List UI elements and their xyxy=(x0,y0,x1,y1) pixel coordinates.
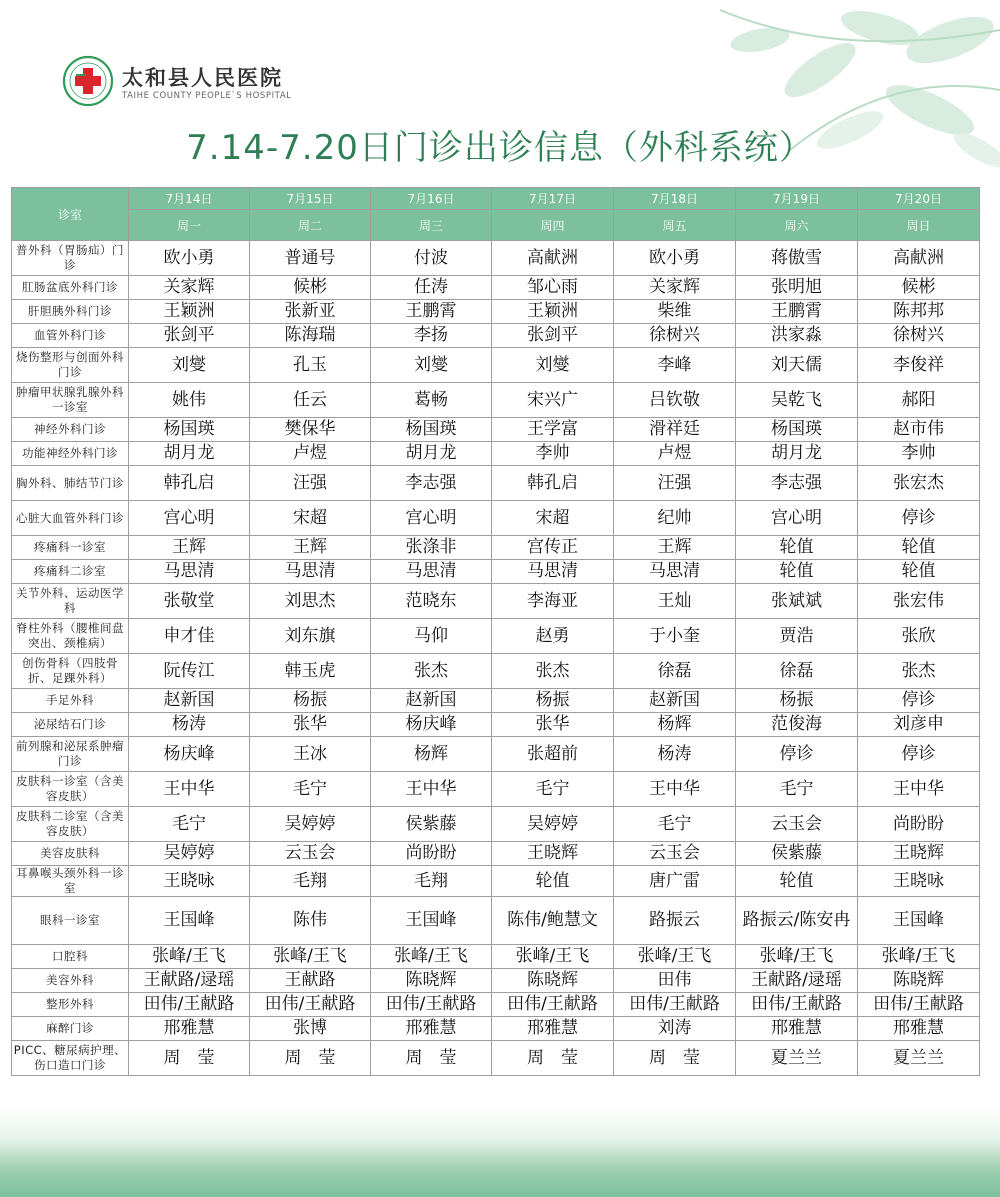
dept-cell: 前列腺和泌尿系肿瘤门诊 xyxy=(12,737,129,772)
doctor-cell: 侯紫藤 xyxy=(371,807,492,842)
table-row xyxy=(12,1041,980,1076)
dept-cell: 皮肤科一诊室（含美容皮肤） xyxy=(12,772,129,807)
doctor-cell: 王晓咏 xyxy=(129,866,250,897)
table-row xyxy=(12,897,980,945)
dept-cell: 眼科一诊室 xyxy=(12,897,129,945)
doctor-cell: 李海亚 xyxy=(492,584,614,619)
dept-cell: 肛肠盆底外科门诊 xyxy=(12,276,129,300)
table-row xyxy=(12,713,980,737)
date-header: 7月20日 xyxy=(858,188,980,210)
doctor-cell: 候彬 xyxy=(858,276,980,300)
table-row xyxy=(12,324,980,348)
doctor-cell: 杨振 xyxy=(250,689,371,713)
table-row xyxy=(12,945,980,969)
doctor-cell: 张杰 xyxy=(371,654,492,689)
doctor-cell: 李志强 xyxy=(371,466,492,501)
doctor-cell: 田伟/王献路 xyxy=(492,993,614,1017)
doctor-cell: 徐磊 xyxy=(736,654,858,689)
doctor-cell: 孔玉 xyxy=(250,348,371,383)
doctor-cell: 云玉会 xyxy=(736,807,858,842)
doctor-cell: 马思清 xyxy=(614,560,736,584)
doctor-cell: 李扬 xyxy=(371,324,492,348)
doctor-cell: 欧小勇 xyxy=(129,241,250,276)
doctor-cell: 马思清 xyxy=(492,560,614,584)
doctor-cell: 杨振 xyxy=(492,689,614,713)
doctor-cell: 吴婷婷 xyxy=(492,807,614,842)
doctor-cell: 邢雅慧 xyxy=(858,1017,980,1041)
doctor-cell: 刘彦申 xyxy=(858,713,980,737)
table-row xyxy=(12,689,980,713)
table-row xyxy=(12,969,980,993)
table-row xyxy=(12,501,980,536)
doctor-cell: 关家辉 xyxy=(129,276,250,300)
doctor-cell: 轮值 xyxy=(736,560,858,584)
page-title: 7.14-7.20日门诊出诊信息（外科系统） xyxy=(186,128,814,168)
doctor-cell: 汪强 xyxy=(614,466,736,501)
dept-cell: 普外科（胃肠疝）门诊 xyxy=(12,241,129,276)
doctor-cell: 王国峰 xyxy=(129,897,250,945)
table-row xyxy=(12,276,980,300)
table-row xyxy=(12,348,980,383)
doctor-cell: 刘燮 xyxy=(492,348,614,383)
dept-cell: 泌尿结石门诊 xyxy=(12,713,129,737)
doctor-cell: 田伟/王献路 xyxy=(614,993,736,1017)
doctor-cell: 吴乾飞 xyxy=(736,383,858,418)
doctor-cell: 杨国瑛 xyxy=(736,418,858,442)
doctor-cell: 宋兴广 xyxy=(492,383,614,418)
doctor-cell: 洪家淼 xyxy=(736,324,858,348)
doctor-cell: 杨国瑛 xyxy=(371,418,492,442)
dept-cell: 耳鼻喉头颈外科一诊室 xyxy=(12,866,129,897)
doctor-cell: 张新亚 xyxy=(250,300,371,324)
doctor-cell: 云玉会 xyxy=(614,842,736,866)
table-row xyxy=(12,241,980,276)
doctor-cell: 姚伟 xyxy=(129,383,250,418)
doctor-cell: 王国峰 xyxy=(371,897,492,945)
hospital-cross-logo-icon xyxy=(62,55,114,107)
doctor-cell: 张杰 xyxy=(858,654,980,689)
doctor-cell: 毛翔 xyxy=(371,866,492,897)
doctor-cell: 欧小勇 xyxy=(614,241,736,276)
weekday-header: 周三 xyxy=(371,210,492,241)
doctor-cell: 张宏伟 xyxy=(858,584,980,619)
doctor-cell: 陈海瑞 xyxy=(250,324,371,348)
doctor-cell: 胡月龙 xyxy=(736,442,858,466)
doctor-cell: 陈晓辉 xyxy=(371,969,492,993)
doctor-cell: 刘燮 xyxy=(371,348,492,383)
doctor-cell: 徐树兴 xyxy=(858,324,980,348)
date-header: 7月14日 xyxy=(129,188,250,210)
doctor-cell: 张剑平 xyxy=(492,324,614,348)
doctor-cell: 毛宁 xyxy=(614,807,736,842)
dept-header: 诊室 xyxy=(12,188,129,241)
doctor-cell: 王国峰 xyxy=(858,897,980,945)
doctor-cell: 陈伟 xyxy=(250,897,371,945)
bottom-decoration xyxy=(0,1108,1000,1197)
doctor-cell: 普通号 xyxy=(250,241,371,276)
doctor-cell: 刘涛 xyxy=(614,1017,736,1041)
doctor-cell: 陈晓辉 xyxy=(492,969,614,993)
doctor-cell: 夏兰兰 xyxy=(858,1041,980,1076)
doctor-cell: 王鹏霄 xyxy=(371,300,492,324)
doctor-cell: 云玉会 xyxy=(250,842,371,866)
dept-cell: 烧伤整形与创面外科门诊 xyxy=(12,348,129,383)
table-row xyxy=(12,842,980,866)
doctor-cell: 王鹏霄 xyxy=(736,300,858,324)
doctor-cell: 韩孔启 xyxy=(492,466,614,501)
doctor-cell: 宫心明 xyxy=(129,501,250,536)
doctor-cell: 葛畅 xyxy=(371,383,492,418)
doctor-cell: 杨辉 xyxy=(614,713,736,737)
dept-cell: 胸外科、肺结节门诊 xyxy=(12,466,129,501)
doctor-cell: 张峰/王飞 xyxy=(250,945,371,969)
doctor-cell: 任涛 xyxy=(371,276,492,300)
doctor-cell: 张峰/王飞 xyxy=(129,945,250,969)
doctor-cell: 宫心明 xyxy=(371,501,492,536)
doctor-cell: 胡月龙 xyxy=(129,442,250,466)
hospital-name: 太和县人民医院 xyxy=(122,65,283,90)
weekday-header: 周二 xyxy=(250,210,371,241)
doctor-cell: 张敬堂 xyxy=(129,584,250,619)
schedule-body xyxy=(12,241,980,1076)
doctor-cell: 田伟/王献路 xyxy=(250,993,371,1017)
doctor-cell: 宫心明 xyxy=(736,501,858,536)
doctor-cell: 吕钦敬 xyxy=(614,383,736,418)
schedule-table xyxy=(11,187,980,1076)
dept-cell: 肿瘤甲状腺乳腺外科一诊室 xyxy=(12,383,129,418)
doctor-cell: 张峰/王飞 xyxy=(371,945,492,969)
doctor-cell: 刘天儒 xyxy=(736,348,858,383)
doctor-cell: 杨辉 xyxy=(371,737,492,772)
doctor-cell: 纪帅 xyxy=(614,501,736,536)
doctor-cell: 周 莹 xyxy=(614,1041,736,1076)
table-row xyxy=(12,584,980,619)
doctor-cell: 唐广雷 xyxy=(614,866,736,897)
doctor-cell: 付波 xyxy=(371,241,492,276)
weekday-header: 周日 xyxy=(858,210,980,241)
doctor-cell: 范晓东 xyxy=(371,584,492,619)
doctor-cell: 郝阳 xyxy=(858,383,980,418)
date-header: 7月15日 xyxy=(250,188,371,210)
table-row xyxy=(12,866,980,897)
dept-cell: 手足外科 xyxy=(12,689,129,713)
doctor-cell: 张超前 xyxy=(492,737,614,772)
dept-cell: 口腔科 xyxy=(12,945,129,969)
doctor-cell: 王晓辉 xyxy=(492,842,614,866)
doctor-cell: 周 莹 xyxy=(371,1041,492,1076)
doctor-cell: 毛宁 xyxy=(250,772,371,807)
doctor-cell: 陈晓辉 xyxy=(858,969,980,993)
doctor-cell: 赵新国 xyxy=(371,689,492,713)
doctor-cell: 赵市伟 xyxy=(858,418,980,442)
dept-cell: 皮肤科二诊室（含美容皮肤） xyxy=(12,807,129,842)
dept-cell: 美容皮肤科 xyxy=(12,842,129,866)
doctor-cell: 周 莹 xyxy=(129,1041,250,1076)
doctor-cell: 杨振 xyxy=(736,689,858,713)
doctor-cell: 邢雅慧 xyxy=(371,1017,492,1041)
table-row xyxy=(12,536,980,560)
doctor-cell: 赵勇 xyxy=(492,619,614,654)
doctor-cell: 夏兰兰 xyxy=(736,1041,858,1076)
doctor-cell: 阮传江 xyxy=(129,654,250,689)
doctor-cell: 毛宁 xyxy=(736,772,858,807)
doctor-cell: 王颖洲 xyxy=(492,300,614,324)
weekday-header: 周四 xyxy=(492,210,614,241)
doctor-cell: 张华 xyxy=(250,713,371,737)
date-header: 7月17日 xyxy=(492,188,614,210)
doctor-cell: 田伟/王献路 xyxy=(736,993,858,1017)
doctor-cell: 李帅 xyxy=(858,442,980,466)
dept-cell: 美容外科 xyxy=(12,969,129,993)
doctor-cell: 高献洲 xyxy=(858,241,980,276)
table-row xyxy=(12,993,980,1017)
table-row xyxy=(12,418,980,442)
doctor-cell: 田伟/王献路 xyxy=(371,993,492,1017)
doctor-cell: 邹心雨 xyxy=(492,276,614,300)
doctor-cell: 赵新国 xyxy=(614,689,736,713)
weekday-header: 周六 xyxy=(736,210,858,241)
doctor-cell: 轮值 xyxy=(492,866,614,897)
doctor-cell: 陈伟/鲍慧文 xyxy=(492,897,614,945)
hospital-name-en: TAIHE COUNTY PEOPLE`S HOSPITAL xyxy=(122,91,292,101)
doctor-cell: 张明旭 xyxy=(736,276,858,300)
doctor-cell: 杨庆峰 xyxy=(371,713,492,737)
doctor-cell: 毛宁 xyxy=(129,807,250,842)
doctor-cell: 张宏杰 xyxy=(858,466,980,501)
doctor-cell: 刘思杰 xyxy=(250,584,371,619)
doctor-cell: 王献路/逯瑶 xyxy=(736,969,858,993)
doctor-cell: 杨庆峰 xyxy=(129,737,250,772)
doctor-cell: 马思清 xyxy=(129,560,250,584)
doctor-cell: 周 莹 xyxy=(250,1041,371,1076)
doctor-cell: 王献路 xyxy=(250,969,371,993)
doctor-cell: 田伟 xyxy=(614,969,736,993)
doctor-cell: 杨涛 xyxy=(129,713,250,737)
doctor-cell: 韩孔启 xyxy=(129,466,250,501)
doctor-cell: 韩玉虎 xyxy=(250,654,371,689)
doctor-cell: 王中华 xyxy=(614,772,736,807)
dept-cell: 功能神经外科门诊 xyxy=(12,442,129,466)
table-row xyxy=(12,807,980,842)
doctor-cell: 马思清 xyxy=(371,560,492,584)
doctor-cell: 马仰 xyxy=(371,619,492,654)
doctor-cell: 卢煜 xyxy=(614,442,736,466)
doctor-cell: 周 莹 xyxy=(492,1041,614,1076)
doctor-cell: 王中华 xyxy=(858,772,980,807)
table-row xyxy=(12,466,980,501)
doctor-cell: 田伟/王献路 xyxy=(129,993,250,1017)
dept-cell: 整形外科 xyxy=(12,993,129,1017)
doctor-cell: 轮值 xyxy=(858,536,980,560)
doctor-cell: 王献路/逯瑶 xyxy=(129,969,250,993)
doctor-cell: 卢煜 xyxy=(250,442,371,466)
dept-cell: 肝胆胰外科门诊 xyxy=(12,300,129,324)
doctor-cell: 尚盼盼 xyxy=(858,807,980,842)
doctor-cell: 樊保华 xyxy=(250,418,371,442)
doctor-cell: 田伟/王献路 xyxy=(858,993,980,1017)
doctor-cell: 停诊 xyxy=(858,501,980,536)
doctor-cell: 宫传正 xyxy=(492,536,614,560)
weekday-header: 周五 xyxy=(614,210,736,241)
dept-cell: 关节外科、运动医学科 xyxy=(12,584,129,619)
doctor-cell: 杨涛 xyxy=(614,737,736,772)
dept-cell: 神经外科门诊 xyxy=(12,418,129,442)
doctor-cell: 邢雅慧 xyxy=(492,1017,614,1041)
doctor-cell: 关家辉 xyxy=(614,276,736,300)
doctor-cell: 李峰 xyxy=(614,348,736,383)
doctor-cell: 汪强 xyxy=(250,466,371,501)
table-row xyxy=(12,654,980,689)
doctor-cell: 李志强 xyxy=(736,466,858,501)
doctor-cell: 候彬 xyxy=(250,276,371,300)
doctor-cell: 滑祥廷 xyxy=(614,418,736,442)
doctor-cell: 张华 xyxy=(492,713,614,737)
dept-cell: 疼痛科一诊室 xyxy=(12,536,129,560)
dept-cell: 血管外科门诊 xyxy=(12,324,129,348)
doctor-cell: 侯紫藤 xyxy=(736,842,858,866)
doctor-cell: 毛翔 xyxy=(250,866,371,897)
doctor-cell: 王学富 xyxy=(492,418,614,442)
doctor-cell: 任云 xyxy=(250,383,371,418)
doctor-cell: 毛宁 xyxy=(492,772,614,807)
doctor-cell: 徐树兴 xyxy=(614,324,736,348)
dept-cell: 疼痛科二诊室 xyxy=(12,560,129,584)
dept-cell: 心脏大血管外科门诊 xyxy=(12,501,129,536)
doctor-cell: 宋超 xyxy=(492,501,614,536)
doctor-cell: 马思清 xyxy=(250,560,371,584)
doctor-cell: 王晓辉 xyxy=(858,842,980,866)
doctor-cell: 王辉 xyxy=(129,536,250,560)
doctor-cell: 邢雅慧 xyxy=(129,1017,250,1041)
doctor-cell: 柴维 xyxy=(614,300,736,324)
table-row xyxy=(12,772,980,807)
doctor-cell: 邢雅慧 xyxy=(736,1017,858,1041)
doctor-cell: 刘东旗 xyxy=(250,619,371,654)
doctor-cell: 高献洲 xyxy=(492,241,614,276)
doctor-cell: 宋超 xyxy=(250,501,371,536)
doctor-cell: 胡月龙 xyxy=(371,442,492,466)
doctor-cell: 轮值 xyxy=(858,560,980,584)
date-header: 7月19日 xyxy=(736,188,858,210)
doctor-cell: 陈邦邦 xyxy=(858,300,980,324)
doctor-cell: 张斌斌 xyxy=(736,584,858,619)
weekday-header: 周一 xyxy=(129,210,250,241)
doctor-cell: 张峰/王飞 xyxy=(858,945,980,969)
doctor-cell: 王中华 xyxy=(371,772,492,807)
doctor-cell: 停诊 xyxy=(858,689,980,713)
dept-cell: 麻醉门诊 xyxy=(12,1017,129,1041)
doctor-cell: 赵新国 xyxy=(129,689,250,713)
doctor-cell: 刘燮 xyxy=(129,348,250,383)
table-row xyxy=(12,383,980,418)
doctor-cell: 张峰/王飞 xyxy=(736,945,858,969)
table-row xyxy=(12,1017,980,1041)
doctor-cell: 申才佳 xyxy=(129,619,250,654)
doctor-cell: 王中华 xyxy=(129,772,250,807)
doctor-cell: 贾浩 xyxy=(736,619,858,654)
table-row xyxy=(12,619,980,654)
doctor-cell: 轮值 xyxy=(736,866,858,897)
doctor-cell: 李俊祥 xyxy=(858,348,980,383)
doctor-cell: 王冰 xyxy=(250,737,371,772)
doctor-cell: 张峰/王飞 xyxy=(492,945,614,969)
doctor-cell: 范俊海 xyxy=(736,713,858,737)
dept-cell: 创伤骨科（四肢骨折、足踝外科） xyxy=(12,654,129,689)
doctor-cell: 吴婷婷 xyxy=(250,807,371,842)
table-row xyxy=(12,300,980,324)
doctor-cell: 张涤非 xyxy=(371,536,492,560)
table-row xyxy=(12,442,980,466)
doctor-cell: 于小奎 xyxy=(614,619,736,654)
doctor-cell: 停诊 xyxy=(858,737,980,772)
doctor-cell: 张杰 xyxy=(492,654,614,689)
doctor-cell: 王晓咏 xyxy=(858,866,980,897)
table-row xyxy=(12,737,980,772)
doctor-cell: 停诊 xyxy=(736,737,858,772)
doctor-cell: 王颖洲 xyxy=(129,300,250,324)
doctor-cell: 李帅 xyxy=(492,442,614,466)
doctor-cell: 王辉 xyxy=(614,536,736,560)
doctor-cell: 张欣 xyxy=(858,619,980,654)
doctor-cell: 张剑平 xyxy=(129,324,250,348)
doctor-cell: 王灿 xyxy=(614,584,736,619)
dept-cell: 脊柱外科（腰椎间盘突出、颈椎病） xyxy=(12,619,129,654)
table-row xyxy=(12,560,980,584)
date-header: 7月18日 xyxy=(614,188,736,210)
doctor-cell: 徐磊 xyxy=(614,654,736,689)
doctor-cell: 张峰/王飞 xyxy=(614,945,736,969)
doctor-cell: 吴婷婷 xyxy=(129,842,250,866)
doctor-cell: 路振云/陈安冉 xyxy=(736,897,858,945)
dept-cell: PICC、糖尿病护理、伤口造口门诊 xyxy=(12,1041,129,1076)
doctor-cell: 蒋傲雪 xyxy=(736,241,858,276)
doctor-cell: 轮值 xyxy=(736,536,858,560)
doctor-cell: 路振云 xyxy=(614,897,736,945)
doctor-cell: 张博 xyxy=(250,1017,371,1041)
date-header: 7月16日 xyxy=(371,188,492,210)
doctor-cell: 王辉 xyxy=(250,536,371,560)
doctor-cell: 杨国瑛 xyxy=(129,418,250,442)
doctor-cell: 尚盼盼 xyxy=(371,842,492,866)
